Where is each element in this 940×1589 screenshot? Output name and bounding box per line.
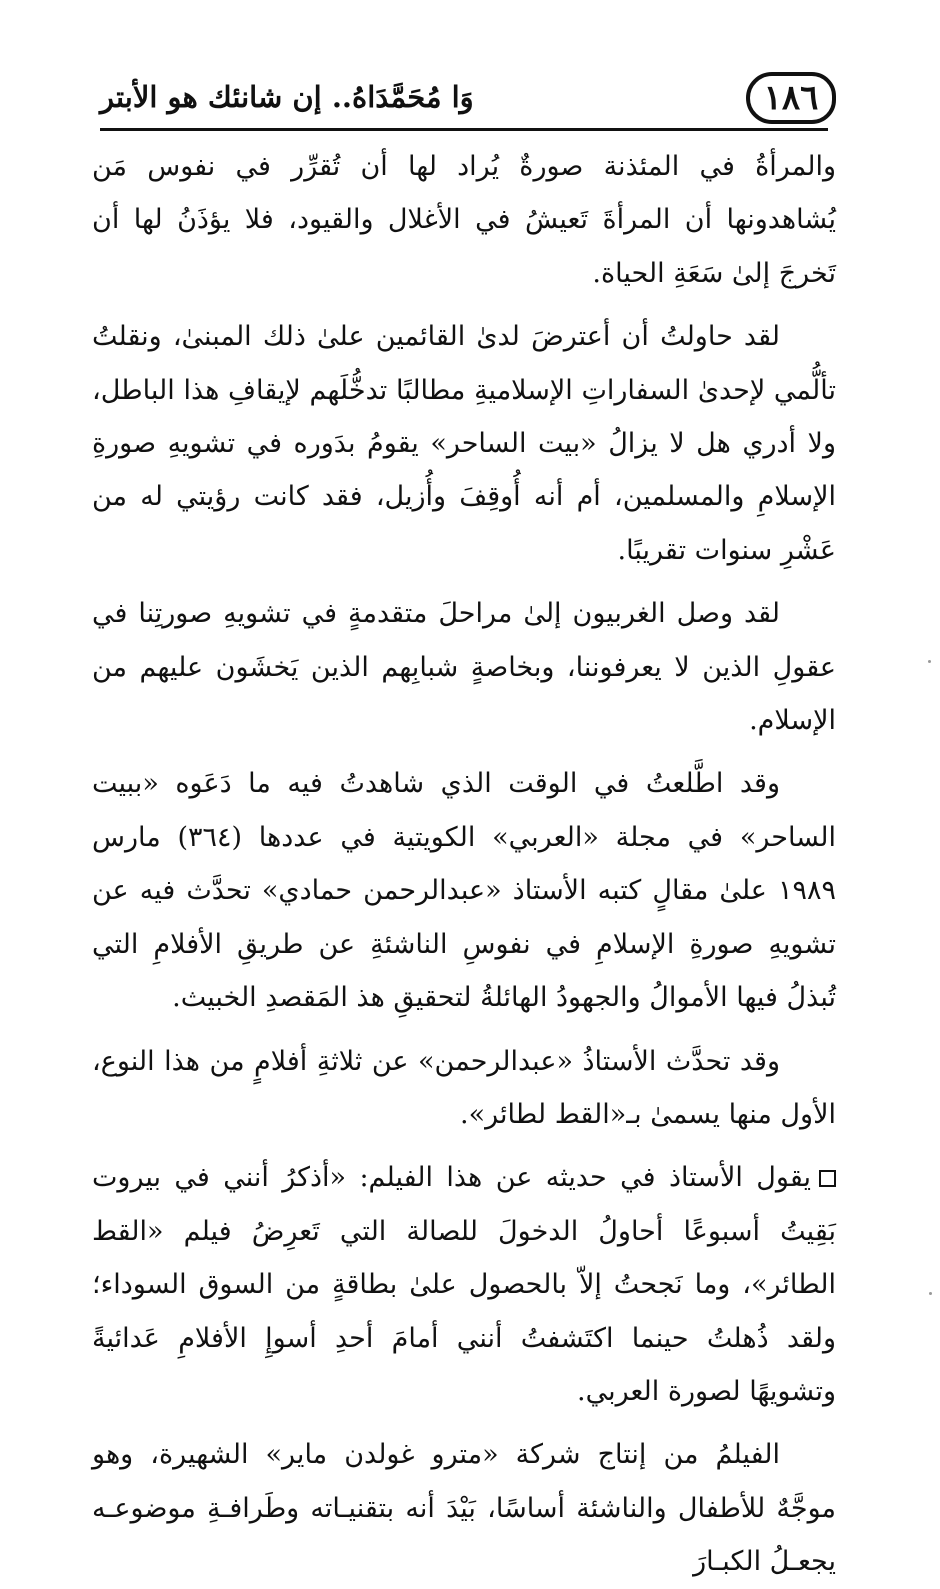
- page-number-badge: [746, 72, 836, 124]
- running-title: وَا مُحَمَّدَاهُ.. إن شانئك هو الأبتر: [100, 80, 474, 114]
- paragraph-7: الفيلمُ من إنتاج شركة «مترو غولدن ماير» الشهيرة، وهو موجَّهٌ للأطفال والناشئة أساسًا، بَيْدَ أنه بتقنيـاته وطَرافـةِ موضوعـه يجعـلُ الكبـارَ: [92, 1439, 836, 1578]
- paragraph-1: والمرأةُ في المئذنة صورةٌ يُراد لها أن تُقرِّر في نفوس مَن يُشاهدونها أن المرأةَ تَعيشُ في الأغلال والقيود، فلا يؤذَنُ لها أن تَخرجَ إلىٰ سَعَةِ الحياة.: [92, 151, 836, 289]
- square-bullet-icon: [819, 1170, 836, 1187]
- paragraph-2: لقد حاولتُ أن أعترضَ لدىٰ القائمين علىٰ ذلك المبنىٰ، ونقلتُ تألُّمي لإحدىٰ السفاراتِ الإسلاميةِ مطالبًا تدخُّلَهم لإيقافِ هذا الباطل، ولا أدري هل لا يزالُ «بيت الساحر» يقومُ بدَوره في تشويهِ صورةِ الإسلامِ والمسلمين، أم أنه أُوقِفَ وأُزيل، فقد كانت رؤيتي له من عَشْرِ سنوات تقريبًا.: [92, 321, 836, 566]
- paragraph-4: وقد اطَّلعتُ في الوقت الذي شاهدتُ فيه ما دَعَوه «ببيت الساحر» في مجلة «العربي» الكويتية في عددها (٣٦٤) مارس ١٩٨٩ علىٰ مقالٍ كتبه الأستاذ «عبدالرحمن حمادي» تحدَّث فيه عن تشويهِ صورةِ الإسلامِ في نفوسِ الناشئةِ عن طريقِ الأفلامِ التي تُبذلُ فيها الأموالُ والجهودُ الهائلةُ لتحقيقِ هذ المَقصدِ الخبيث.: [92, 768, 836, 1014]
- paragraph-5: وقد تحدَّث الأستاذُ «عبدالرحمن» عن ثلاثةِ أفلامٍ من هذا النوع، الأول منها يسمىٰ بـ«القط لطائر».: [92, 1045, 836, 1130]
- paragraph-3: لقد وصل الغربيون إلىٰ مراحلَ متقدمةٍ في تشويهِ صورتِنا في عقولِ الذين لا يعرفوننا، وبخاصةٍ شبابِهم الذين يَخشَون عليهم من الإسلام.: [92, 598, 836, 737]
- body-text: [92, 140, 836, 1589]
- scan-speck: [929, 1292, 932, 1295]
- scan-speck: [928, 660, 931, 663]
- paragraph-6: [92, 1151, 836, 1418]
- header-rule: [100, 128, 828, 131]
- paragraph-6-text: يقول الأستاذ في حديثه عن هذا الفيلم: «أذكرُ أنني في بيروت بَقِيتُ أسبوعًا أحاولُ الدخولَ للصالة التي تَعرِضُ فيلم «القط الطائر»، وما نَجحتُ إلاّ بالحصول علىٰ بطاقةٍ من السوق السوداء؛ ولقد ذُهلتُ حينما اكتَشفتُ أنني أمامَ أحدِ أسوإِ الأفلامِ عَدائيةً وتشويهًا لصورة العربي.: [92, 1162, 836, 1407]
- page-number: ١٨٦: [763, 78, 819, 118]
- page-header: [100, 68, 836, 132]
